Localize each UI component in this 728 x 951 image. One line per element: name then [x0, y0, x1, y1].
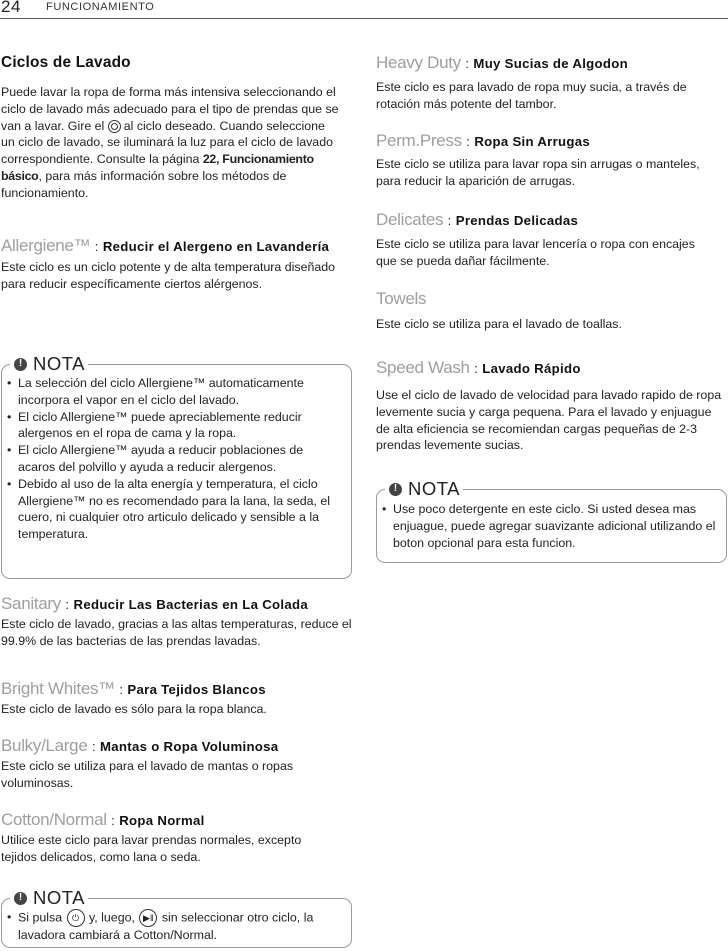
- note-box-speed-wash: [376, 478, 727, 563]
- section-title: Ciclos de Lavado: [1, 54, 131, 71]
- cycle-bulky-large: Bulky/Large : Mantas o Ropa Voluminosa Este ciclo se utiliza para el lavado de mantas o ropas voluminosas.: [1, 736, 353, 792]
- cycle-description: Use el ciclo de lavado de velocidad para lavado rapido de ropa levemente sucia y carga pequena. Para el lavado y enjuague de alta eficiencia se recomiendan cargas pequeñas de 2-3 prendas levemente sucias.: [376, 388, 722, 453]
- dial-icon: [108, 120, 121, 133]
- cycle-name: Cotton/Normal: [1, 810, 107, 829]
- note-box-allergiene: [1, 353, 352, 579]
- cycle-description: Este ciclo se utiliza para lavar ropa sin arrugas o manteles, para reducir la aparición de arrugas.: [376, 157, 700, 188]
- page-number: 24: [1, 0, 21, 16]
- cycle-sanitary: Sanitary : Reducir Las Bacterias en La Colada Este ciclo de lavado, gracias a las altas temperaturas, reduce el 99.9% de las bacterias de las prendas lavadas.: [1, 594, 352, 648]
- cycle-subtitle: Prendas Delicadas: [455, 213, 579, 228]
- note-item: • Use poco detergente en este ciclo. Si usted desea mas enjuague, puede agregar suavizante adicional utilizando el boton opcional para esta funcion.: [377, 501, 718, 551]
- note-title: NOTA: [33, 353, 86, 374]
- cycle-speed-wash: Speed Wash : Lavado Rápido Use el ciclo de lavado de velocidad para lavado rapido de ropa levemente sucia y carga pequena. Para el lavado y enjuague de alta eficiencia se recomiendan cargas pequeñas de 2-3 prendas levemente sucias.: [376, 357, 728, 454]
- cycle-heavy-duty: Heavy Duty : Muy Sucias de Algodon Este ciclo es para lavado de ropa muy sucia, a través de rotación más potente del tambor.: [376, 52, 726, 113]
- note-item: • El ciclo Allergiene™ ayuda a reducir poblaciones de acaros del polvillo y ayuda a reducir alergenos.: [2, 442, 343, 476]
- start-pause-icon: ▶‖: [139, 909, 157, 927]
- cycle-subtitle: Mantas o Ropa Voluminosa: [100, 739, 279, 754]
- cycle-towels: [376, 288, 726, 333]
- cycle-description: Este ciclo de lavado es sólo para la ropa blanca.: [1, 702, 267, 716]
- note-item: • El ciclo Allergiene™ puede apreciablemente reducir alergenos en el ropa de cama y la ropa.: [2, 409, 343, 443]
- alert-icon: !: [389, 483, 402, 496]
- page-reference: 22, Funcionamiento básico: [1, 152, 314, 183]
- cycle-subtitle: Reducir el Alergeno en Lavandería: [102, 239, 330, 254]
- cycle-description: Utilice este ciclo para lavar prendas normales, excepto tejidos delicados, como lana o seda.: [1, 833, 302, 864]
- cycle-subtitle: Ropa Sin Arrugas: [474, 134, 591, 149]
- cycle-bright-whites: Bright Whites™ : Para Tejidos Blancos Este ciclo de lavado es sólo para la ropa blanca.: [1, 679, 353, 718]
- note-item: • Debido al uso de la alta energía y temperatura, el ciclo Allergiene™ no es recomendado para la lana, la seda, el cuero, ni cualquier otro articulo delicado y sensible a la temperatura.: [2, 476, 343, 543]
- cycle-name: Bulky/Large: [1, 736, 88, 755]
- page-header: [0, 0, 728, 19]
- cycle-name: Sanitary: [1, 594, 61, 613]
- cycle-subtitle: Muy Sucias de Algodon: [473, 56, 628, 71]
- note-title: NOTA: [33, 887, 86, 908]
- cycle-description: Este ciclo de lavado, gracias a las altas temperaturas, reduce el 99.9% de las bacterias de las prendas lavadas.: [1, 617, 352, 648]
- cycle-name: Bright Whites™: [1, 679, 115, 698]
- cycle-name: Towels: [376, 289, 427, 308]
- note-item: • Si pulsa ⏻ y, luego, ▶‖ sin seleccionar otro ciclo, la lavadora cambiará a Cotton/Normal.: [2, 909, 343, 944]
- power-icon: ⏻: [67, 909, 85, 927]
- note-box-cotton: [1, 887, 352, 948]
- note-list: [2, 365, 351, 543]
- cycle-description: Este ciclo se utiliza para el lavado de toallas.: [376, 317, 622, 331]
- alert-icon: !: [14, 358, 27, 371]
- note-item: • La selección del ciclo Allergiene™ automaticamente incorpora el vapor en el ciclo del lavado.: [2, 375, 343, 409]
- cycle-description: Este ciclo se utiliza para lavar lencería o ropa con encajes que se pueda dañar fácilmente.: [376, 237, 695, 268]
- cycle-subtitle: Para Tejidos Blancos: [127, 682, 266, 697]
- cycle-description: Este ciclo es un ciclo potente y de alta temperatura diseñado para reducir específicamente ciertos alérgenos.: [1, 260, 336, 291]
- cycle-subtitle: Reducir Las Bacterias en La Colada: [73, 597, 308, 612]
- cycle-perm-press: Perm.Press : Ropa Sin Arrugas Este ciclo se utiliza para lavar ropa sin arrugas o manteles, para reducir la aparición de arrugas.: [376, 130, 726, 190]
- cycle-name: Heavy Duty: [376, 53, 461, 72]
- cycle-allergiene: Allergiene™ : Reducir el Alergeno en Lavandería Este ciclo es un ciclo potente y de alta temperatura diseñado para reducir específicamente ciertos alérgenos.: [1, 236, 351, 293]
- cycle-name: Allergiene™: [1, 236, 91, 255]
- cycle-subtitle: Ropa Normal: [119, 813, 205, 828]
- intro-text: Puede lavar la ropa de forma más intensiva seleccionando el ciclo de lavado más adecuado para el tipo de prendas que se van a lavar. Gire el al ciclo deseado. Cuando seleccione un ciclo de lavado, se iluminará la luz para el ciclo de lavado correspondiente. Consulte la página 22, Funcionamiento básico, para más información sobre los métodos de funcionamiento.: [1, 85, 339, 200]
- intro-section: [1, 54, 341, 202]
- cycle-subtitle: Lavado Rápido: [482, 361, 581, 376]
- cycle-cotton-normal: Cotton/Normal : Ropa Normal Utilice este ciclo para lavar prendas normales, excepto tejidos delicados, como lana o seda.: [1, 810, 353, 866]
- note-title: NOTA: [408, 478, 461, 499]
- cycle-name: Delicates: [376, 210, 444, 229]
- cycle-description: Este ciclo es para lavado de ropa muy sucia, a través de rotación más potente del tambor.: [376, 80, 687, 111]
- cycle-description: Este ciclo se utiliza para el lavado de mantas o ropas voluminosas.: [1, 759, 294, 790]
- cycle-name: Perm.Press: [376, 131, 462, 150]
- alert-icon: !: [14, 892, 27, 905]
- cycle-name: Speed Wash: [376, 358, 470, 377]
- cycle-delicates: Delicates : Prendas Delicadas Este ciclo se utiliza para lavar lencería o ropa con encajes que se pueda dañar fácilmente.: [376, 209, 726, 270]
- section-name: FUNCIONAMIENTO: [46, 1, 155, 13]
